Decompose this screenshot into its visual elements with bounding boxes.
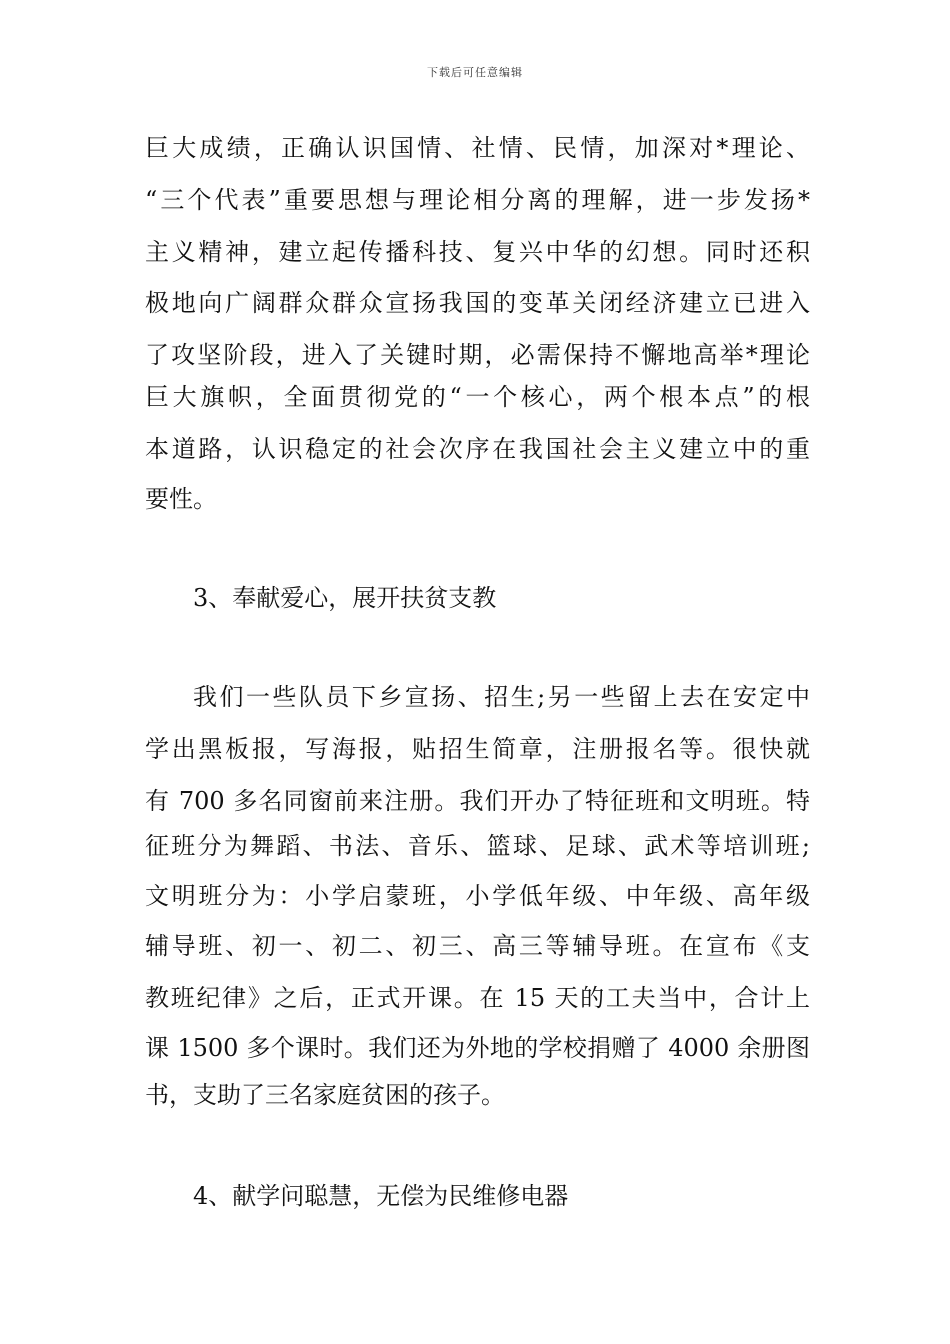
paragraph-line: 我们一些队员下乡宣扬、招生;另一些留上去在安定中 [193, 683, 810, 711]
paragraph-line: 书，支助了三名家庭贫困的孩子。 [145, 1081, 505, 1109]
paragraph-line: 文明班分为：小学启蒙班，小学低年级、中年级、高年级 [145, 882, 810, 910]
page-header: 下载后可任意编辑 [427, 66, 523, 79]
paragraph-line: 巨大成绩，正确认识国情、社情、民情，加深对*理论、 [145, 134, 810, 162]
paragraph-line: 辅导班、初一、初二、初三、高三等辅导班。在宣布《支 [145, 932, 810, 960]
paragraph-line: 课 1500 多个课时。我们还为外地的学校捐赠了 4000 余册图 [145, 1034, 810, 1062]
paragraph-line: 极地向广阔群众群众宣扬我国的变革关闭经济建立已进入 [145, 289, 810, 317]
section-heading-3: 3、奉献爱心，展开扶贫支教 [193, 584, 497, 612]
paragraph-line: 要性。 [145, 485, 217, 513]
paragraph-line: 学出黑板报，写海报，贴招生简章，注册报名等。很快就 [145, 735, 810, 763]
paragraph-line: 本道路，认识稳定的社会次序在我国社会主义建立中的重 [145, 435, 810, 463]
section-heading-4: 4、献学问聪慧，无偿为民维修电器 [193, 1182, 569, 1210]
paragraph-line: 巨大旗帜，全面贯彻党的“一个核心，两个根本点”的根 [145, 383, 810, 411]
paragraph-line: 有 700 多名同窗前来注册。我们开办了特征班和文明班。特 [145, 787, 810, 815]
paragraph-line: 征班分为舞蹈、书法、音乐、篮球、足球、武术等培训班; [145, 832, 810, 860]
paragraph-line: 教班纪律》之后，正式开课。在 15 天的工夫当中，合计上 [145, 984, 810, 1012]
paragraph-line: 主义精神，建立起传播科技、复兴中华的幻想。同时还积 [145, 238, 810, 266]
paragraph-line: 了攻坚阶段，进入了关键时期，必需保持不懈地高举*理论 [145, 341, 810, 369]
paragraph-line: “三个代表”重要思想与理论相分离的理解，进一步发扬* [145, 186, 810, 214]
